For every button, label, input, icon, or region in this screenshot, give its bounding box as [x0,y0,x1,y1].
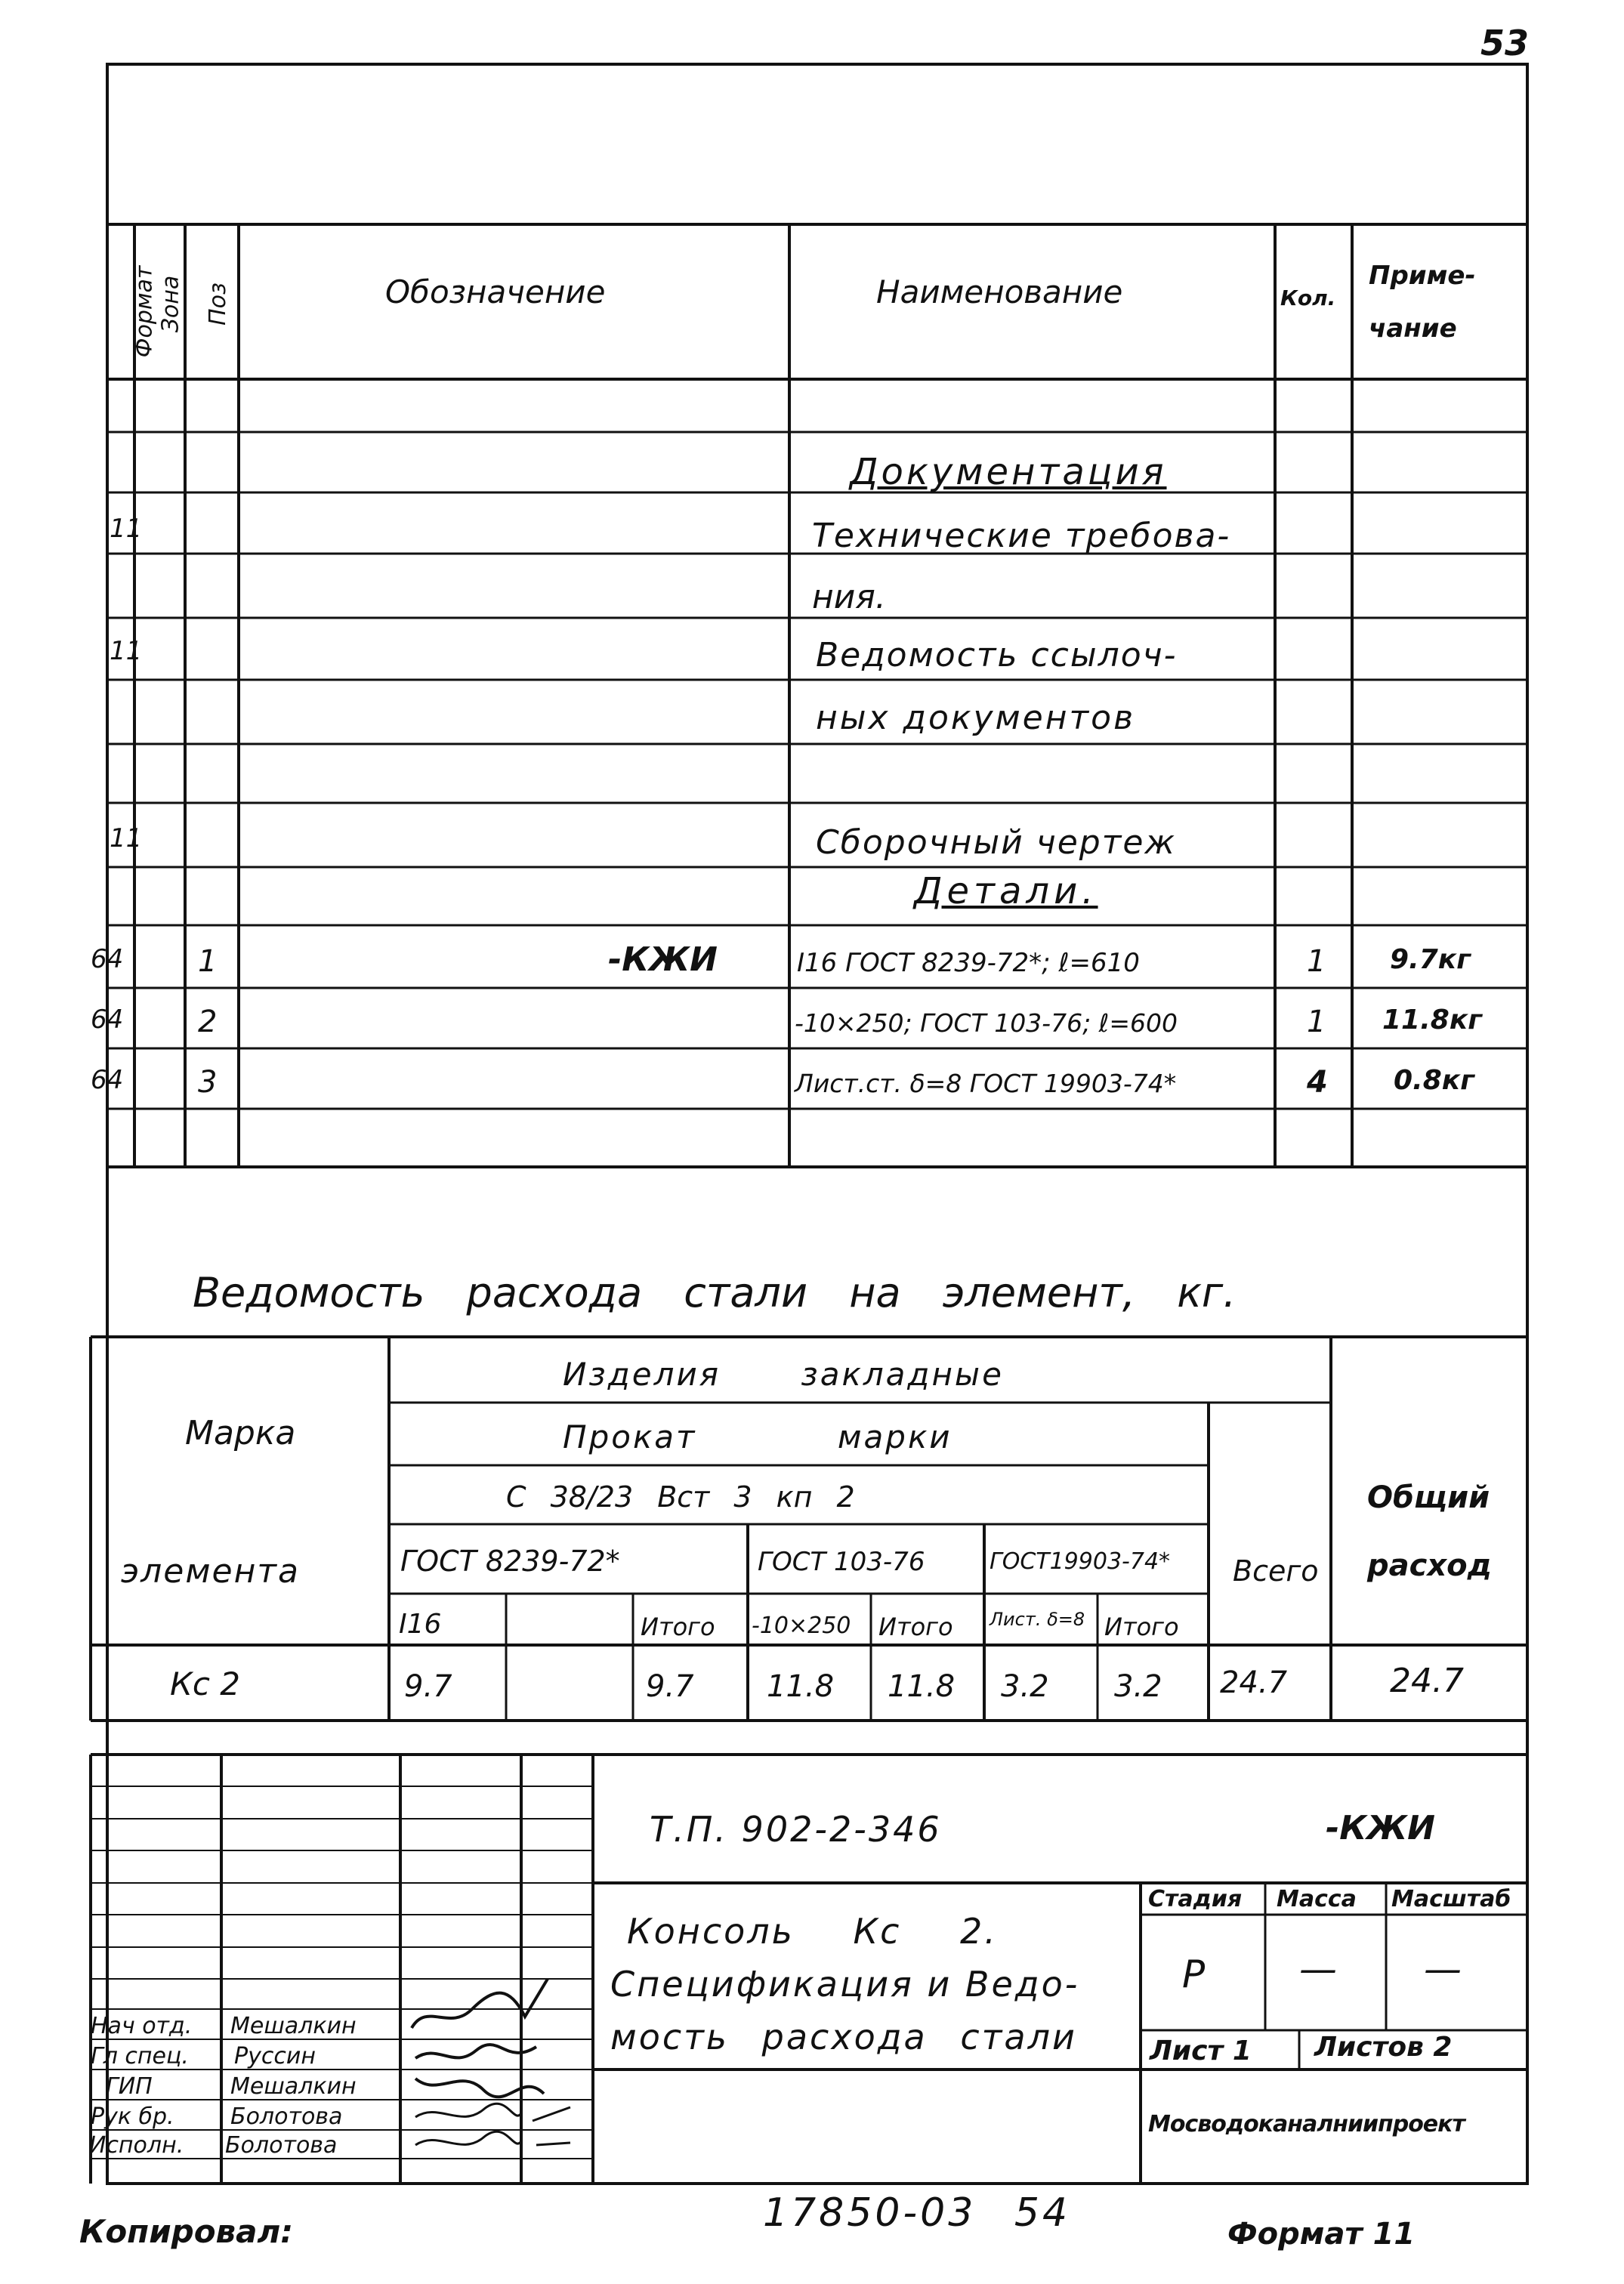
steel-mark-label-1: Марка [185,1414,296,1452]
stamp-scale-label: Масштаб [1391,1886,1511,1912]
header-zone: Зона [157,275,184,333]
detail-row-1-name: I16 ГОСТ 8239-72*; ℓ=610 [797,948,1140,978]
steel-rolled: Прокат марки [563,1418,952,1455]
detail-row-2-pos: 2 [198,1005,218,1039]
header-note-2: чание [1369,313,1457,344]
detail-row-3-qty: 4 [1307,1065,1328,1100]
detail-row-3-note: 0.8кг [1394,1065,1475,1096]
steel-row-v1: 9.7 [404,1669,452,1704]
steel-title: Ведомость расхода стали на элемент, кг. [193,1269,1237,1316]
stamp-role-5: Исполн. [89,2132,184,2159]
stamp-doc-code: Т.П. 902-2-346 [650,1809,942,1850]
doc-row-2-name: ния. [812,578,886,616]
sheet-mark: 53 [1480,23,1530,63]
detail-row-2-format: 64 [91,1005,124,1035]
stamp-name-1: Мешалкин [230,2013,357,2039]
signature-1 [404,1971,563,2039]
steel-row-v9: 24.7 [1390,1662,1464,1700]
stamp-scale: — [1424,1947,1462,1991]
steel-row-v8: 24.7 [1220,1665,1288,1700]
signature-5 [408,2126,582,2158]
steel-row-v5: 11.8 [888,1669,956,1704]
stamp-name-5: Болотова [225,2132,338,2159]
steel-mark-label-2: элемента [121,1552,300,1591]
stamp-role-2: Гл спец. [91,2043,189,2069]
header-designation: Обозначение [385,273,606,310]
steel-row-v4: 11.8 [767,1669,835,1704]
steel-row-v6: 3.2 [1001,1669,1049,1704]
doc-row-3-format: 11 [110,636,143,666]
header-note-1: Приме- [1369,261,1476,291]
steel-col-sheet: Лист. δ=8 [990,1609,1085,1630]
stamp-sheets: Листов 2 [1314,2032,1453,2063]
copied-label: Копировал: [79,2213,294,2250]
stamp-org: Мосводоканалниипроект [1148,2111,1465,2137]
stamp-stage-label: Стадия [1148,1886,1243,1912]
section-details: Детали. [914,870,1098,912]
stamp-title-line-2: Спецификация и Ведо- [610,1964,1080,2005]
detail-row-2-name: -10×250; ГОСТ 103-76; ℓ=600 [795,1008,1178,1038]
detail-row-3-format: 64 [91,1065,124,1095]
detail-row-1-pos: 1 [198,944,218,979]
detail-row-1-qty: 1 [1307,944,1326,979]
drawing-number: 17850-03 54 [763,2190,1071,2236]
stamp-doc-suffix: -КЖИ [1326,1809,1435,1847]
doc-row-5-format: 11 [110,823,143,853]
steel-row-v3: 9.7 [646,1669,694,1704]
steel-general-2: расход [1367,1548,1492,1583]
header-name: Наименование [876,273,1123,310]
detail-row-1-designation: -КЖИ [608,940,718,979]
steel-gost-1: ГОСТ 8239-72* [400,1545,620,1578]
doc-row-5-name: Сборочный чертеж [816,823,1177,862]
detail-row-1-note: 9.7кг [1390,944,1471,975]
header-format: Формат [131,265,158,358]
doc-row-3-name: Ведомость ссылоч- [816,636,1178,674]
steel-general-1: Общий [1367,1480,1490,1515]
stamp-name-3: Мешалкин [230,2073,357,2100]
stamp-stage: Р [1182,1952,1206,1996]
detail-row-2-note: 11.8кг [1382,1005,1483,1036]
steel-total-label: Всего [1233,1554,1319,1588]
stamp-name-2: Руссин [234,2043,316,2069]
header-qty: Кол. [1280,286,1336,310]
steel-row-v7: 3.2 [1114,1669,1162,1704]
section-documentation: Документация [850,451,1167,493]
signature-3 [408,2063,559,2101]
detail-row-1-format: 64 [91,944,124,974]
header-pos: Поз [204,282,231,326]
stamp-role-1: Нач отд. [91,2013,193,2039]
steel-row-mark: Кс 2 [170,1665,240,1702]
stamp-name-4: Болотова [230,2103,343,2130]
stamp-sheet: Лист 1 [1150,2036,1252,2066]
stamp-title-line-3: мость расхода стали [610,2017,1077,2057]
stamp-mass-label: Масса [1277,1886,1357,1912]
doc-row-4-name: ных документов [816,699,1136,737]
stamp-mass: — [1299,1947,1337,1991]
doc-row-1-format: 11 [110,514,143,544]
doc-row-1-name: Технические требова- [812,517,1231,555]
steel-gost-2: ГОСТ 103-76 [758,1547,925,1577]
detail-row-2-qty: 1 [1307,1005,1326,1039]
steel-col-itogo-1: Итого [641,1613,715,1641]
steel-col-strip: -10×250 [752,1613,851,1639]
stamp-title-line-1: Консоль Кс 2. [627,1911,998,1952]
steel-col-itogo-3: Итого [1104,1613,1179,1641]
stamp-role-3: ГИП [106,2073,153,2100]
detail-row-3-name: Лист.ст. δ=8 ГОСТ 19903-74* [795,1069,1177,1098]
steel-col-i16: I16 [399,1609,442,1640]
steel-products: Изделия закладные [563,1356,1004,1393]
steel-col-itogo-2: Итого [878,1613,953,1641]
steel-gost-3: ГОСТ19903-74* [990,1548,1171,1575]
steel-grade: С 38/23 Вст 3 кп 2 [506,1480,855,1514]
stamp-role-4: Рук бр. [91,2103,174,2130]
format-label: Формат 11 [1227,2217,1416,2252]
detail-row-3-pos: 3 [198,1065,218,1100]
signature-4 [408,2098,582,2130]
